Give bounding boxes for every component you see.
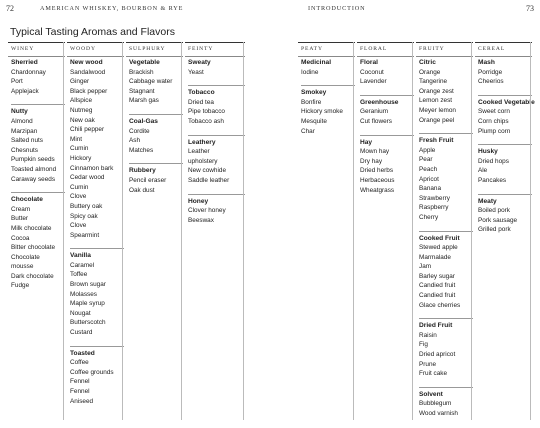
flavor-item: Coconut	[360, 68, 384, 76]
flavor-item: Marsh gas	[129, 97, 159, 105]
running-header	[270, 4, 540, 16]
flavor-item: Raisin	[419, 331, 437, 339]
group-name: Chocolate	[11, 192, 65, 205]
flavor-item: Apricot	[419, 175, 439, 183]
flavor-item: Cordite	[129, 127, 150, 135]
flavor-item: Chili pepper	[70, 126, 105, 134]
group-name: Greenhouse	[360, 95, 414, 108]
flavor-item: Caramel	[70, 261, 95, 269]
column-feinty	[185, 42, 245, 420]
flavor-item: Cocoa	[11, 234, 30, 242]
flavor-group	[185, 194, 245, 226]
flavor-item: Clove	[70, 222, 87, 230]
column-header: WOODY	[67, 42, 124, 57]
group-name: Toasted	[70, 346, 124, 359]
flavor-item: Mesquite	[301, 117, 327, 125]
flavor-group	[67, 248, 124, 337]
flavor-group	[8, 104, 65, 184]
column-body	[416, 58, 473, 420]
flavor-group	[185, 135, 245, 186]
flavor-group	[357, 95, 414, 127]
group-name: Husky	[478, 144, 532, 157]
flavor-item: Spearmint	[70, 231, 100, 239]
flavor-item: Iodine	[301, 68, 319, 76]
column-divider	[471, 42, 472, 420]
flavor-item: Bitter chocolate	[11, 244, 56, 252]
flavor-item: Pumpkin seeds	[11, 156, 55, 164]
flavor-item: Chardonnay	[11, 68, 46, 76]
flavor-item: Cinnamon bark	[70, 164, 114, 172]
flavor-item: Fig	[419, 341, 428, 349]
group-name: Leathery	[188, 135, 245, 148]
column-woody	[67, 42, 124, 420]
flavor-item: Orange zest	[419, 87, 454, 95]
flavor-item: Toffee	[70, 271, 88, 279]
column-floral	[357, 42, 414, 420]
group-name: Dried Fruit	[419, 318, 473, 331]
flavor-item: Clover honey	[188, 207, 226, 215]
flavor-item: Peach	[419, 165, 438, 173]
flavor-item: Glace cherries	[419, 301, 461, 309]
flavor-item: Dried tea	[188, 98, 214, 106]
flavor-item: Ginger	[70, 78, 90, 86]
group-name: Cooked Vegetable	[478, 95, 532, 108]
flavor-item: Oak dust	[129, 186, 155, 194]
flavor-item: Pear	[419, 156, 433, 164]
flavor-item: Yeast	[188, 68, 204, 76]
flavor-item: Pork sausage	[478, 216, 518, 224]
flavor-item: Toasted almond	[11, 165, 57, 173]
column-divider	[63, 42, 64, 420]
flavor-item: Salted nuts	[11, 137, 43, 145]
flavor-item: Milk chocolate	[11, 224, 52, 232]
flavor-item: Tobacco ash	[188, 117, 224, 125]
flavor-item: Cedar wood	[70, 174, 105, 182]
flavor-item: Coffee	[70, 359, 89, 367]
flavor-item: Char	[301, 127, 315, 135]
group-name: Vanilla	[70, 248, 124, 261]
flavor-item: Dried apricot	[419, 351, 456, 359]
flavor-item: Dried hops	[478, 157, 509, 165]
flavor-item: Maple syrup	[70, 300, 105, 308]
flavor-item: Strawberry	[419, 194, 450, 202]
flavor-item: Candied fruit	[419, 282, 456, 290]
flavor-item: Geranium	[360, 108, 389, 116]
flavor-item: Black pepper	[70, 87, 108, 95]
flavor-item: Pipe tobacco	[188, 108, 225, 116]
flavor-item: Sandalwood	[70, 68, 106, 76]
group-name: Cooked Fruit	[419, 231, 473, 244]
flavor-group	[416, 133, 473, 222]
column-divider	[530, 42, 531, 420]
flavor-group	[126, 58, 183, 106]
flavor-item: Ale	[478, 167, 488, 175]
flavor-item: Tangerine	[419, 78, 448, 86]
flavor-item: Boiled pork	[478, 207, 510, 215]
flavor-item: Hickory smoke	[301, 108, 343, 116]
flavor-item: Cut flowers	[360, 117, 392, 125]
flavor-item: Chesnuts	[11, 146, 38, 154]
flavor-item: Lemon zest	[419, 97, 453, 105]
group-name: Tobacco	[188, 85, 245, 98]
column-body	[8, 58, 65, 420]
flavor-item: mousse	[11, 263, 34, 271]
flavor-item: Apple	[419, 146, 436, 154]
group-name: Rubbery	[129, 163, 183, 176]
flavor-item: Brown sugar	[70, 281, 106, 289]
flavor-item: Port	[11, 78, 23, 86]
flavor-item: Cream	[11, 205, 31, 213]
flavor-group	[67, 58, 124, 240]
flavor-item: Fudge	[11, 282, 30, 290]
flavor-item: Porridge	[478, 68, 503, 76]
flavor-item: Orange	[419, 68, 441, 76]
column-body	[126, 58, 183, 420]
flavor-item: Fennel	[70, 378, 90, 386]
column-body	[357, 58, 414, 420]
flavor-item: Dark chocolate	[11, 272, 54, 280]
flavor-item: Cumin	[70, 183, 89, 191]
column-header: FRUITY	[416, 42, 473, 57]
group-name: Honey	[188, 194, 245, 207]
column-peaty	[298, 42, 355, 420]
flavor-item: New cowhide	[188, 167, 227, 175]
flavor-group	[8, 58, 65, 96]
flavor-item: Sweet corn	[478, 108, 510, 116]
flavor-item: Candied fruit	[419, 292, 456, 300]
flavor-item: Cheerios	[478, 78, 504, 86]
flavor-group	[185, 85, 245, 126]
flavor-item: Raspberry	[419, 204, 449, 212]
flavor-item: New oak	[70, 116, 95, 124]
column-header: CEREAL	[475, 42, 532, 57]
flavor-item: Stewed apple	[419, 244, 458, 252]
column-divider	[412, 42, 413, 420]
flavor-group	[357, 58, 414, 87]
group-name: Citric	[419, 59, 436, 66]
column-body	[475, 58, 535, 420]
flavor-item: Pancakes	[478, 176, 507, 184]
running-head: AMERICAN WHISKEY, BOURBON & RYE	[40, 5, 184, 12]
column-body	[298, 58, 355, 420]
flavor-item: Brackish	[129, 68, 154, 76]
column-body	[185, 58, 245, 420]
flavor-item: Corn chips	[478, 117, 509, 125]
column-fruity	[416, 42, 473, 420]
flavor-item: Fruit cake	[419, 370, 448, 378]
column-divider	[243, 42, 244, 420]
flavor-item: Spicy oak	[70, 212, 98, 220]
flavor-item: Coffee grounds	[70, 368, 114, 376]
column-divider	[181, 42, 182, 420]
column-sulphury	[126, 42, 183, 420]
flavor-item: Marzipan	[11, 127, 38, 135]
page-number: 73	[526, 4, 534, 13]
running-head: INTRODUCTION	[308, 5, 366, 12]
flavor-item: Stagnant	[129, 87, 155, 95]
group-name: Coal-Gas	[129, 114, 183, 127]
group-name: New wood	[70, 59, 103, 66]
flavor-group	[126, 114, 183, 155]
flavor-item: Matches	[129, 146, 154, 154]
flavor-group	[416, 58, 473, 125]
flavor-group	[298, 58, 355, 77]
column-header: SULPHURY	[126, 42, 183, 57]
flavor-item: Clove	[70, 193, 87, 201]
column-header: WINEY	[8, 42, 65, 57]
flavor-item: Butter	[11, 215, 29, 223]
flavor-item: Mint	[70, 135, 83, 143]
column-divider	[122, 42, 123, 420]
flavor-item: Jam	[419, 263, 432, 271]
page-number: 72	[6, 4, 14, 13]
group-name: Smokey	[301, 85, 355, 98]
flavor-group	[185, 58, 245, 77]
flavor-item: Prune	[419, 360, 437, 368]
flavor-item: Meyer lemon	[419, 106, 456, 114]
group-name: Sherried	[11, 59, 38, 66]
group-name: Solvent	[419, 387, 473, 400]
page-title: Typical Tasting Aromas and Flavors	[10, 26, 175, 38]
flavor-item: Custard	[70, 329, 93, 337]
group-name: Sweaty	[188, 59, 211, 66]
flavor-group	[8, 192, 65, 291]
group-name: Medicinal	[301, 59, 332, 66]
flavor-item: Hickory	[70, 154, 92, 162]
flavor-item: Almond	[11, 117, 33, 125]
flavor-group	[475, 58, 532, 87]
flavor-item: Pencil eraser	[129, 176, 167, 184]
column-header: FLORAL	[357, 42, 414, 57]
group-name: Vegetable	[129, 59, 160, 66]
flavor-item: Butterscotch	[70, 319, 106, 327]
column-divider	[353, 42, 354, 420]
flavor-group	[416, 231, 473, 311]
flavor-item: Allspice	[70, 97, 93, 105]
flavor-item: Wood varnish	[419, 410, 458, 417]
flavor-item: Beeswax	[188, 216, 214, 224]
flavor-item: Caraway seeds	[11, 175, 56, 183]
flavor-item: Nougat	[70, 309, 91, 317]
group-name: Hay	[360, 135, 414, 148]
group-name: Meaty	[478, 194, 532, 207]
flavor-item: Banana	[419, 185, 442, 193]
flavor-group	[416, 387, 473, 419]
flavor-item: upholstery	[188, 157, 218, 165]
flavor-group	[475, 194, 532, 235]
flavor-item: Buttery oak	[70, 202, 103, 210]
flavor-item: Aniseed	[70, 397, 94, 405]
flavor-item: Grilled pork	[478, 226, 511, 234]
flavor-item: Bonfire	[301, 98, 322, 106]
flavor-item: Saddle leather	[188, 176, 230, 184]
flavor-item: Chocolate	[11, 253, 40, 261]
flavor-item: Marmalade	[419, 253, 451, 261]
group-name: Floral	[360, 59, 378, 66]
flavor-item: Nutmeg	[70, 106, 93, 114]
flavor-group	[475, 144, 532, 185]
flavor-group	[416, 318, 473, 379]
right-page	[270, 0, 540, 428]
flavor-group	[298, 85, 355, 136]
flavor-item: Dry hay	[360, 157, 383, 165]
flavor-item: Fennel	[70, 388, 90, 395]
flavor-item: Orange peel	[419, 116, 455, 124]
flavor-item: Ash	[129, 137, 141, 145]
group-name: Nutty	[11, 104, 65, 117]
running-header	[0, 4, 270, 16]
flavor-item: Bubblegum	[419, 400, 452, 408]
group-name: Mash	[478, 59, 495, 66]
flavor-item: Molasses	[70, 290, 97, 298]
group-name: Fresh Fruit	[419, 133, 473, 146]
flavor-item: Applejack	[11, 87, 39, 95]
flavor-group	[475, 95, 535, 136]
flavor-group	[67, 346, 124, 407]
flavor-item: Herbaceous	[360, 176, 395, 184]
flavor-item: Plump corn	[478, 127, 511, 135]
column-header: PEATY	[298, 42, 355, 57]
flavor-item: Cabbage water	[129, 78, 173, 86]
flavor-item: Lavender	[360, 78, 387, 86]
flavor-group	[357, 135, 414, 196]
flavor-group	[126, 163, 183, 195]
column-winey	[8, 42, 65, 420]
flavor-item: Barley sugar	[419, 272, 455, 280]
column-body	[67, 58, 124, 420]
flavor-item: Dried herbs	[360, 167, 394, 175]
flavor-item: Cherry	[419, 213, 439, 221]
flavor-item: Mown hay	[360, 148, 390, 156]
flavor-item: Cumin	[70, 145, 89, 153]
column-cereal	[475, 42, 535, 420]
flavor-item: Leather	[188, 148, 210, 156]
flavor-item: Wheatgrass	[360, 186, 395, 194]
column-header: FEINTY	[185, 42, 245, 57]
